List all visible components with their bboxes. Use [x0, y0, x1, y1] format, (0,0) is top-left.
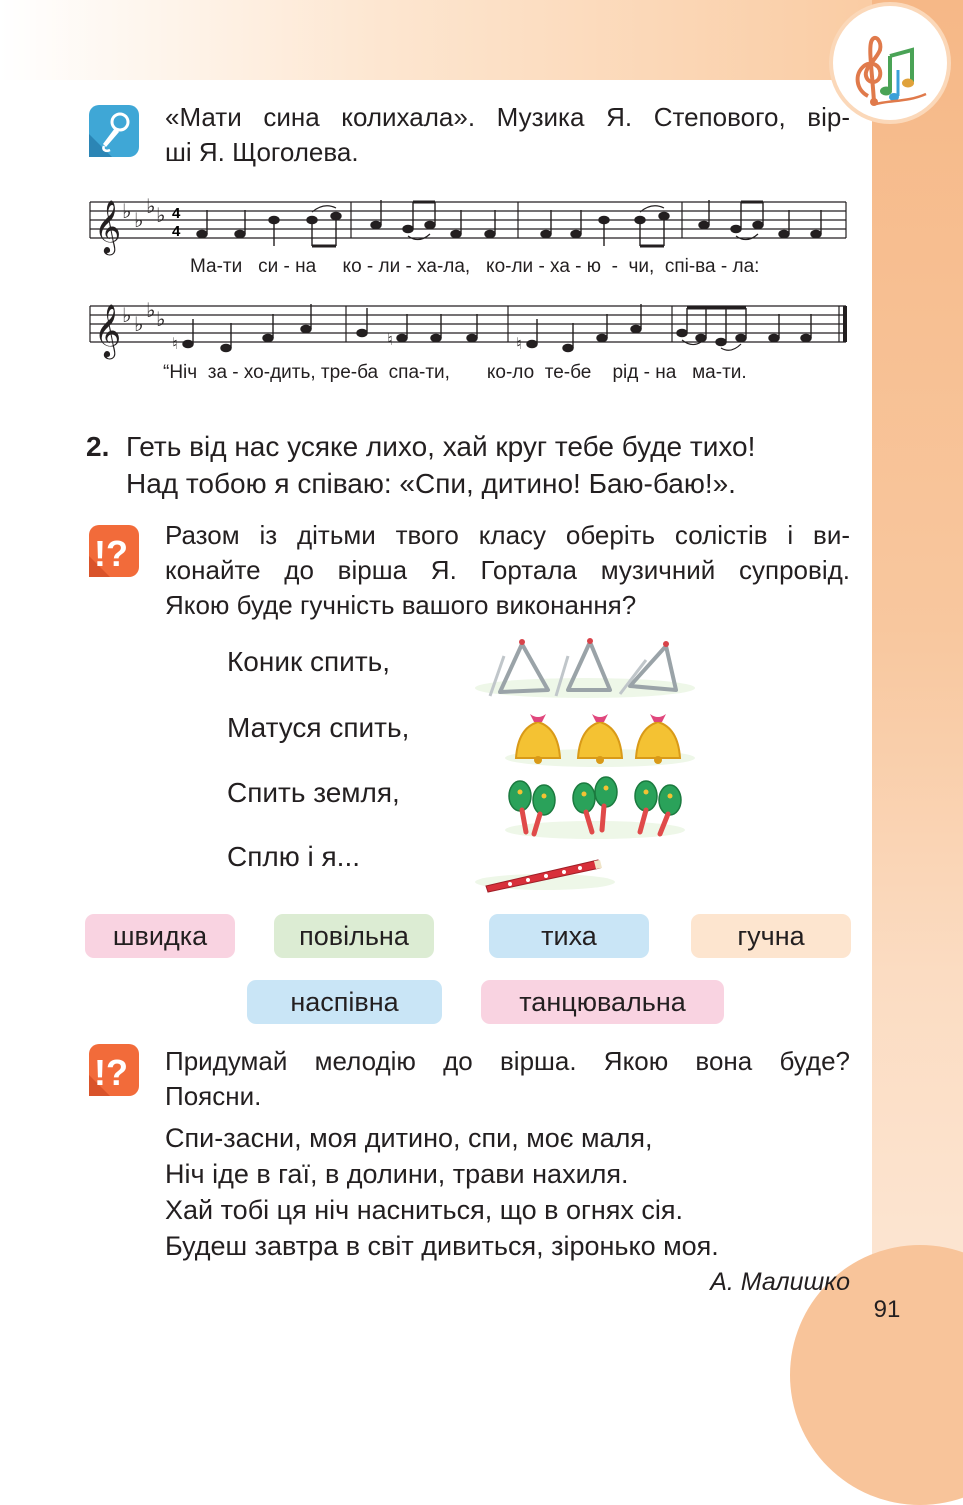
flute-icon — [470, 846, 620, 896]
lyrics-line-1: Ма-ти си - на ко - ли - ха-ла, ко-ли - ха - ю - чи, спі-ва - ла: — [190, 256, 760, 277]
task1-line3: Якою буде гучність вашого виконання? — [165, 590, 637, 620]
music-staff-2 — [84, 292, 852, 364]
task1-line2: конайте до вірша Я. Гортала музичний супровід. — [165, 555, 850, 585]
poem-line-1: Коник спить, — [227, 646, 391, 677]
svg-text:𝄞: 𝄞 — [94, 303, 122, 357]
verse3-line3: Хай тобі ця ніч насниться, що в огнях сія. — [165, 1195, 683, 1225]
question-icon-2 — [88, 1043, 140, 1097]
svg-text:♮: ♮ — [172, 334, 178, 353]
svg-text:♭: ♭ — [134, 312, 144, 336]
chip-slow: повільна — [274, 914, 434, 958]
author: А. Малишко — [710, 1268, 850, 1296]
microphone-icon — [88, 104, 140, 158]
verse3-line4: Будеш завтра в світ дивиться, зіронько моя. — [165, 1231, 719, 1261]
top-decor-band — [0, 0, 963, 80]
verse2-line2: Над тобою я співаю: «Спи, дитино! Баю-баю!». — [126, 468, 736, 499]
verse3-line2: Ніч іде в гаї, в долини, трави нахиля. — [165, 1159, 629, 1189]
music-notes-icon — [846, 30, 930, 106]
time-signature-top: 4 — [172, 205, 181, 222]
chip-fast: швидка — [85, 914, 235, 958]
page-number: 91 — [873, 1296, 901, 1323]
time-signature-bottom: 4 — [172, 223, 181, 240]
triangle-icon — [470, 636, 700, 702]
svg-text:♭: ♭ — [146, 194, 156, 218]
poem-line-3: Спить земля, — [227, 777, 400, 808]
bell-icon — [500, 706, 700, 768]
verse2-line1: Геть від нас усяке лихо, хай круг тебе буде тихо! — [126, 431, 756, 462]
task1-line1: Разом із дітьми твого класу оберіть солістів і ви- — [165, 520, 850, 550]
svg-text:♮: ♮ — [516, 334, 522, 353]
task2-line1: Придумай мелодію до вірша. Якою вона буде? — [165, 1046, 850, 1076]
song-title-line1: «Мати сина колихала». Музика Я. Степового, вір- — [165, 102, 850, 132]
svg-text:♭: ♭ — [122, 303, 132, 327]
lyrics-line-2: “Ніч за - хо-дить, тре-ба спа-ти, ко-ло те-бе рід - на ма-ти. — [163, 362, 747, 383]
chip-loud: гучна — [691, 914, 851, 958]
svg-text:!?: !? — [94, 1052, 128, 1093]
chip-quiet: тиха — [489, 914, 649, 958]
chip-dance: танцювальна — [481, 980, 724, 1024]
poem-line-4: Сплю і я... — [227, 841, 360, 872]
svg-text:♭: ♭ — [156, 307, 166, 331]
svg-text:♮: ♮ — [387, 330, 393, 349]
svg-text:!?: !? — [94, 533, 128, 574]
music-staff-1 — [84, 188, 852, 260]
verse3-line1: Спи-засни, моя дитино, спи, моє маля, — [165, 1123, 653, 1153]
poem-line-2: Матуся спить, — [227, 712, 410, 743]
svg-text:𝄞: 𝄞 — [94, 199, 122, 253]
svg-text:♭: ♭ — [122, 199, 132, 223]
maracas-icon — [500, 774, 690, 840]
chip-melodious: наспівна — [247, 980, 442, 1024]
question-icon — [88, 524, 140, 578]
svg-text:♭: ♭ — [156, 203, 166, 227]
svg-text:♭: ♭ — [134, 208, 144, 232]
verse-number: 2. — [86, 431, 110, 462]
right-decor-band — [872, 0, 963, 1394]
song-title-line2: ші Я. Щоголева. — [165, 137, 359, 167]
svg-text:♭: ♭ — [146, 298, 156, 322]
task2-line2: Поясни. — [165, 1081, 262, 1111]
